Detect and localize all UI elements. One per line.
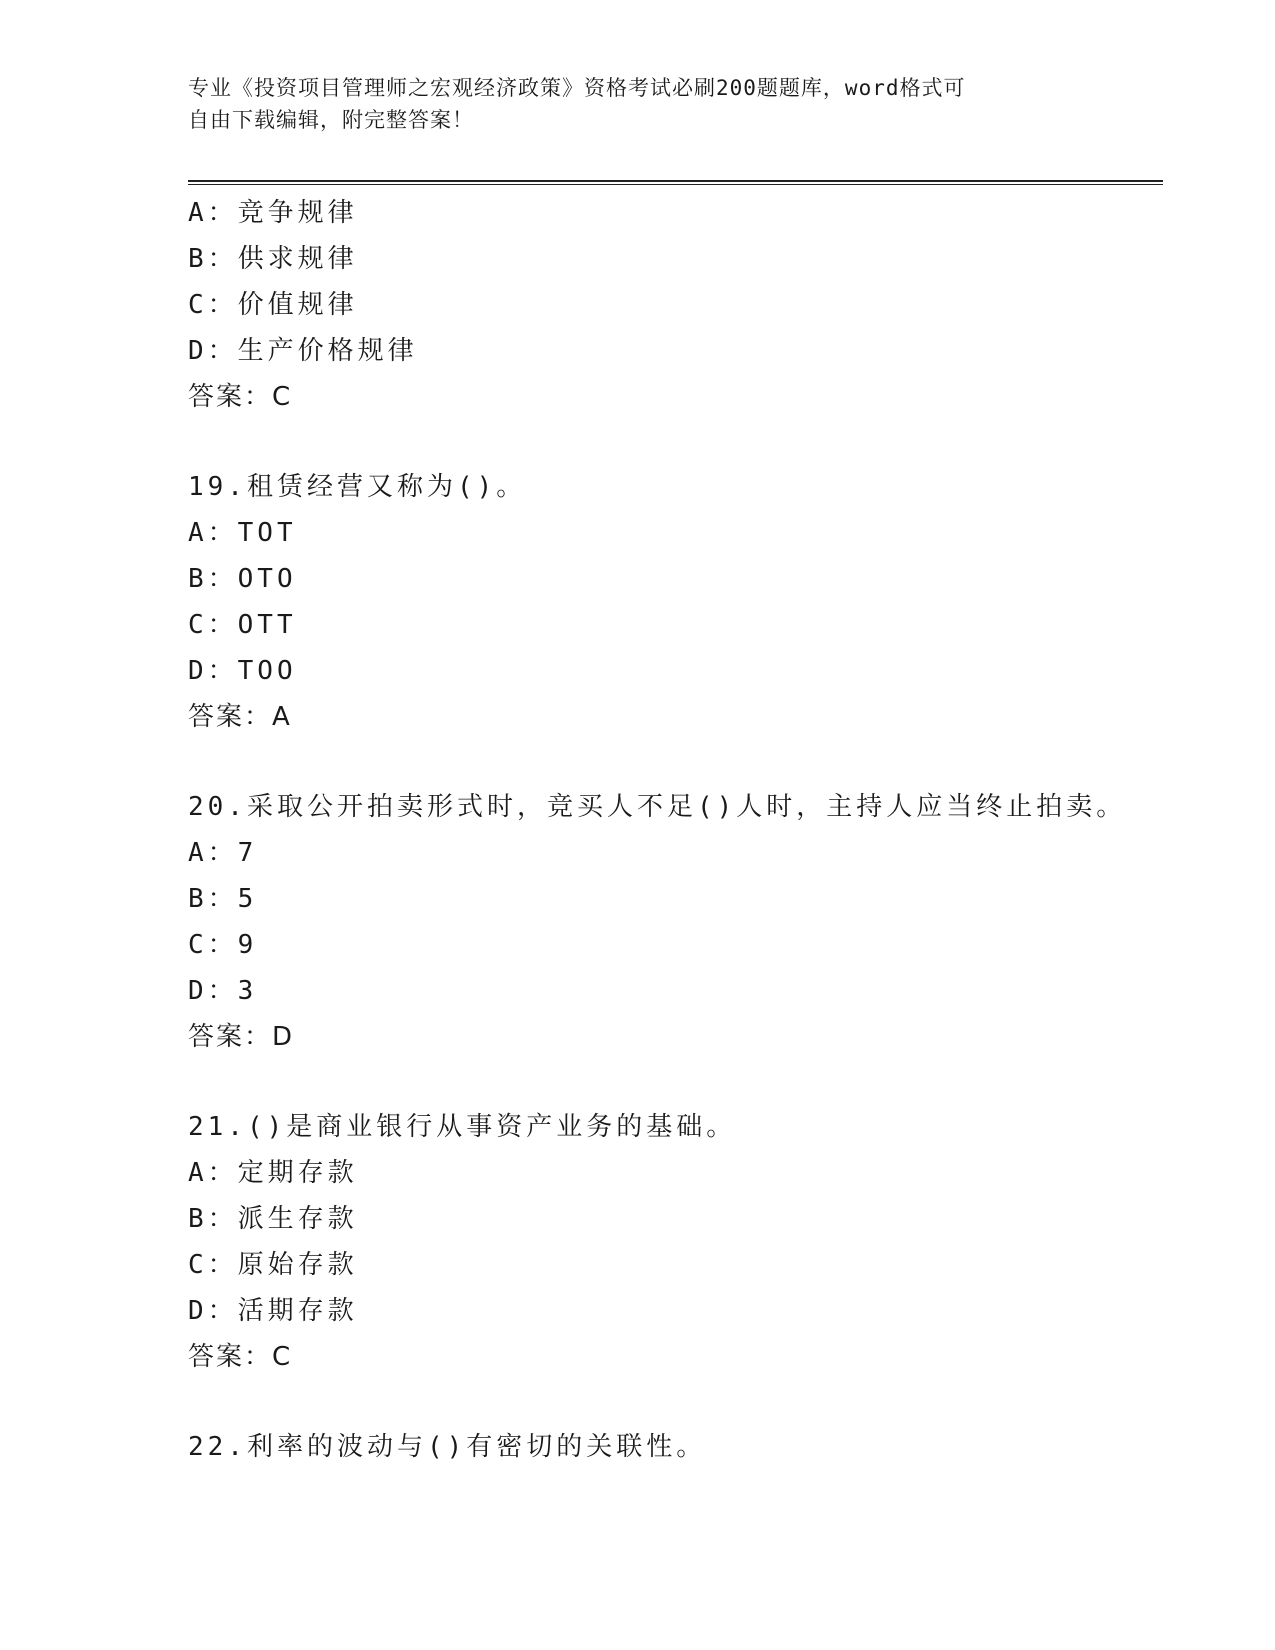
question-list bbox=[188, 190, 1163, 1470]
document-header bbox=[188, 72, 1068, 136]
option-a: A：定期存款 bbox=[188, 1158, 358, 1188]
answer: 答案：D bbox=[188, 1022, 295, 1052]
answer: 答案：C bbox=[188, 1342, 293, 1372]
option-a: A：竞争规律 bbox=[188, 198, 358, 228]
question-block-20 bbox=[188, 784, 1163, 1060]
question-block-21 bbox=[188, 1104, 1163, 1380]
header-divider-thick bbox=[188, 180, 1163, 182]
option-b: B：OTO bbox=[188, 564, 297, 594]
header-divider-thin bbox=[188, 184, 1163, 185]
option-d: D：生产价格规律 bbox=[188, 336, 418, 366]
question-block-19 bbox=[188, 464, 1163, 740]
question-block-22 bbox=[188, 1424, 1163, 1470]
option-b: B：派生存款 bbox=[188, 1204, 358, 1234]
option-b: B：供求规律 bbox=[188, 244, 358, 274]
header-line-1: 专业《投资项目管理师之宏观经济政策》资格考试必刷200题题库，word格式可 bbox=[188, 76, 966, 100]
option-c: C：价值规律 bbox=[188, 290, 358, 320]
option-a: A：7 bbox=[188, 838, 258, 868]
option-d: D：3 bbox=[188, 976, 258, 1006]
question-text: 21.()是商业银行从事资产业务的基础。 bbox=[188, 1112, 737, 1142]
option-d: D：TOO bbox=[188, 656, 297, 686]
question-text: 20.采取公开拍卖形式时，竞买人不足()人时，主持人应当终止拍卖。 bbox=[188, 792, 1127, 822]
option-a: A：TOT bbox=[188, 518, 297, 548]
option-d: D：活期存款 bbox=[188, 1296, 358, 1326]
header-line-2: 自由下载编辑，附完整答案！ bbox=[188, 108, 474, 132]
option-c: C：原始存款 bbox=[188, 1250, 358, 1280]
answer: 答案：A bbox=[188, 702, 292, 732]
question-text: 19.租赁经营又称为()。 bbox=[188, 472, 527, 502]
option-c: C：OTT bbox=[188, 610, 297, 640]
option-b: B：5 bbox=[188, 884, 258, 914]
option-c: C：9 bbox=[188, 930, 258, 960]
question-block-18 bbox=[188, 190, 1163, 420]
question-text: 22.利率的波动与()有密切的关联性。 bbox=[188, 1432, 707, 1462]
answer: 答案：C bbox=[188, 382, 293, 412]
